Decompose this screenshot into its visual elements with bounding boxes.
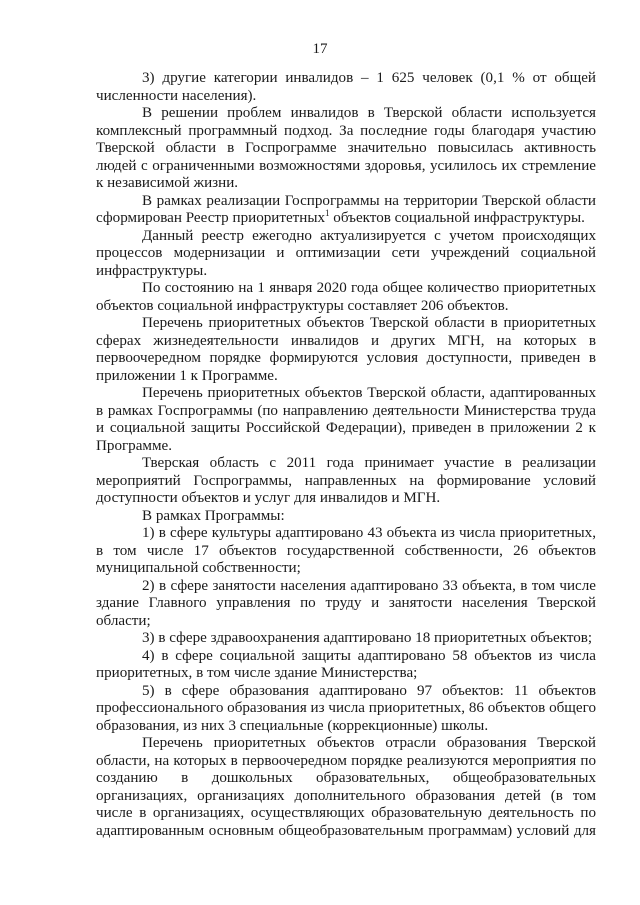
paragraph-list-appendix-2: Перечень приоритетных объектов Тверской области, адаптированных в рамках Госпрограммы (по направлению деятельности Министерства труда и социальной защиты Российской Федерации), приведен в приложении 2 к Программе. (96, 385, 596, 454)
paragraph-list-appendix-1: Перечень приоритетных объектов Тверской области в приоритетных сферах жизнедеятельности инвалидов и других МГН, на которых в первоочередном порядке формируются условия доступности, приведен в приложении 1 к Программе. (96, 315, 596, 384)
paragraph-registry-update: Данный реестр ежегодно актуализируется с учетом происходящих процессов модернизации и оптимизации сети учреждений социальной инфраструктуры. (96, 227, 596, 279)
paragraph-registry-part1: В рамках реализации Госпрограммы на территории Тверской области сформирован Реестр приоритетных (96, 192, 596, 226)
paragraph-program-intro: В рамках Программы: (142, 507, 285, 524)
list-item-education: 5) в сфере образования адаптировано 97 объектов: 11 объектов профессионального образования из числа приоритетных, 86 объектов общего образования, из них 3 специальные (коррекционные) школы. (96, 682, 596, 734)
list-item-culture: 1) в сфере культуры адаптировано 43 объекта из числа приоритетных, в том числе 17 объектов государственной собственности, 26 объектов муниципальной собственности; (96, 525, 596, 576)
paragraph-total-objects: По состоянию на 1 января 2020 года общее количество приоритетных объектов социальной инфраструктуры составляет 206 объектов. (96, 280, 596, 314)
page-number: 17 (312, 41, 328, 57)
paragraph-education-list: Перечень приоритетных объектов отрасли образования Тверской области, на которых в первоочередном порядке реализуются мероприятия по созданию в дошкольных образовательных, общеобразовательных организациях, организациях дополнительного образования детей (в том числе в организациях, осуществляющих образовательную деятельность по адаптированным основным общеобразовательным программам) условий для (96, 735, 596, 839)
body-text (96, 70, 596, 840)
paragraph-complex-approach: В решении проблем инвалидов в Тверской области используется комплексный программный подход. За последние годы благодаря участию Тверской области в Госпрограмме значительно повысилась активность людей с ограниченными возможностями здоровья, усилилось их стремление к независимой жизни. (96, 105, 596, 191)
footnote-marker: 1 (325, 207, 330, 218)
paragraph-registry (96, 193, 596, 228)
paragraph-participation: Тверская область с 2011 года принимает участие в реализации мероприятий Госпрограммы, направленных на формирование условий доступности объектов и услуг для инвалидов и МГН. (96, 455, 596, 506)
paragraph-other-categories: 3) другие категории инвалидов – 1 625 человек (0,1 % от общей численности населения). (96, 70, 596, 104)
list-item-employment: 2) в сфере занятости населения адаптировано 33 объекта, в том числе здание Главного управления по труду и занятости населения Тверской области; (96, 577, 596, 629)
list-item-social-protection: 4) в сфере социальной защиты адаптировано 58 объектов из числа приоритетных, в том числе здание Министерства; (96, 647, 596, 681)
paragraph-registry-part2: объектов социальной инфраструктуры. (329, 210, 585, 226)
list-item-healthcare: 3) в сфере здравоохранения адаптировано 18 приоритетных объектов; (142, 630, 593, 646)
